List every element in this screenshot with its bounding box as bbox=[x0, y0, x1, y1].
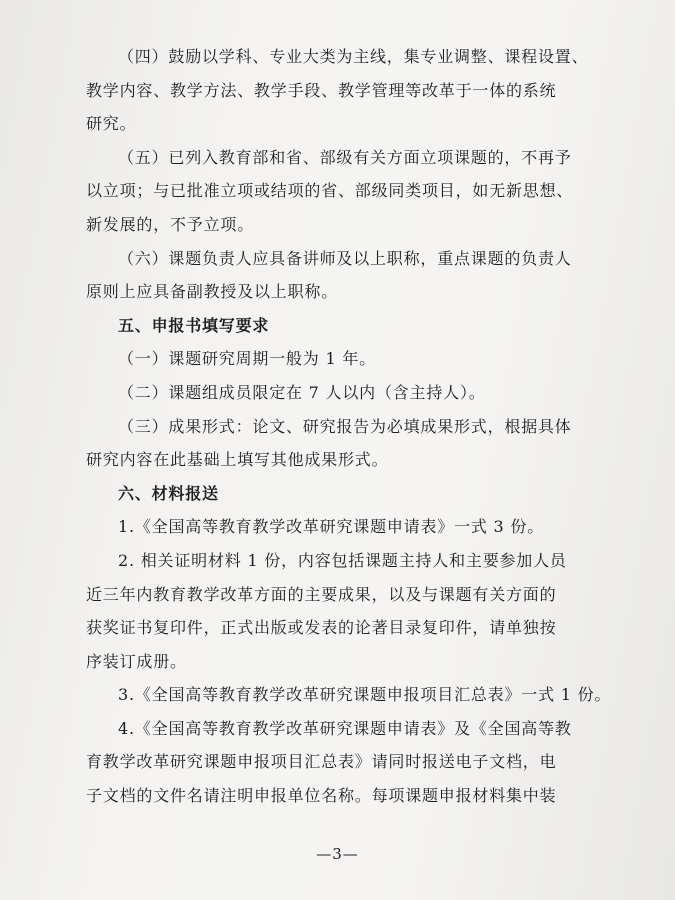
text-line: 原则上应具备副教授及以上职称。 bbox=[86, 282, 339, 302]
text-line: （三）成果形式：论文、研究报告为必填成果形式，根据具体 bbox=[118, 416, 572, 436]
document-body bbox=[86, 40, 630, 813]
text-line: 子文档的文件名请注明申报单位名称。每项课题申报材料集中装 bbox=[86, 786, 557, 806]
text-line: 育教学改革研究课题申报项目汇总表》请同时报送电子文档，电 bbox=[86, 752, 557, 772]
material-2 bbox=[86, 544, 630, 678]
text-line: 近三年内教育教学改革方面的主要成果，以及与课题有关方面的 bbox=[86, 584, 557, 604]
text-line: 1.《全国高等教育教学改革研究课题申请表》一式 3 份。 bbox=[118, 517, 545, 537]
text-line: （四）鼓励以学科、专业大类为主线，集专业调整、课程设置、 bbox=[118, 47, 589, 66]
material-3 bbox=[86, 678, 630, 712]
material-4 bbox=[86, 712, 630, 813]
material-1 bbox=[86, 510, 630, 544]
text-line: 序装订成册。 bbox=[86, 651, 187, 671]
text-line: 新发展的，不予立项。 bbox=[86, 214, 255, 234]
paragraph-item-5 bbox=[86, 141, 630, 242]
text-line: 以立项；与已批准立项或结项的省、部级同类项目，如无新思想、 bbox=[86, 181, 574, 201]
text-line: 研究。 bbox=[86, 114, 137, 134]
text-line: 4.《全国高等教育教学改革研究课题申请表》及《全国高等教 bbox=[118, 718, 572, 738]
requirement-3 bbox=[86, 410, 630, 477]
text-line: （一）课题研究周期一般为 1 年。 bbox=[118, 349, 376, 369]
section-heading-5: 五、申报书填写要求 bbox=[118, 315, 270, 335]
text-line: （二）课题组成员限定在 7 人以内（含主持人）。 bbox=[118, 382, 486, 402]
section-heading-6: 六、材料报送 bbox=[118, 483, 219, 503]
text-line: 研究内容在此基础上填写其他成果形式。 bbox=[86, 450, 389, 470]
text-line: 3.《全国高等教育教学改革研究课题申报项目汇总表》一式 1 份。 bbox=[118, 685, 612, 705]
text-line: 教学内容、教学方法、教学手段、教学管理等改革于一体的系统 bbox=[86, 80, 557, 100]
page-number: —3— bbox=[316, 845, 359, 863]
text-line: （六）课题负责人应具备讲师及以上职称，重点课题的负责人 bbox=[118, 248, 572, 268]
paragraph-item-6 bbox=[86, 242, 630, 309]
text-line: （五）已列入教育部和省、部级有关方面立项课题的，不再予 bbox=[118, 147, 572, 167]
requirement-1 bbox=[86, 342, 630, 376]
paragraph-item-4 bbox=[86, 40, 630, 141]
requirement-2 bbox=[86, 376, 630, 410]
text-line: 2. 相关证明材料 1 份，内容包括课题主持人和主要参加人员 bbox=[118, 550, 567, 570]
text-line: 获奖证书复印件，正式出版或发表的论著目录复印件，请单独按 bbox=[86, 618, 557, 638]
